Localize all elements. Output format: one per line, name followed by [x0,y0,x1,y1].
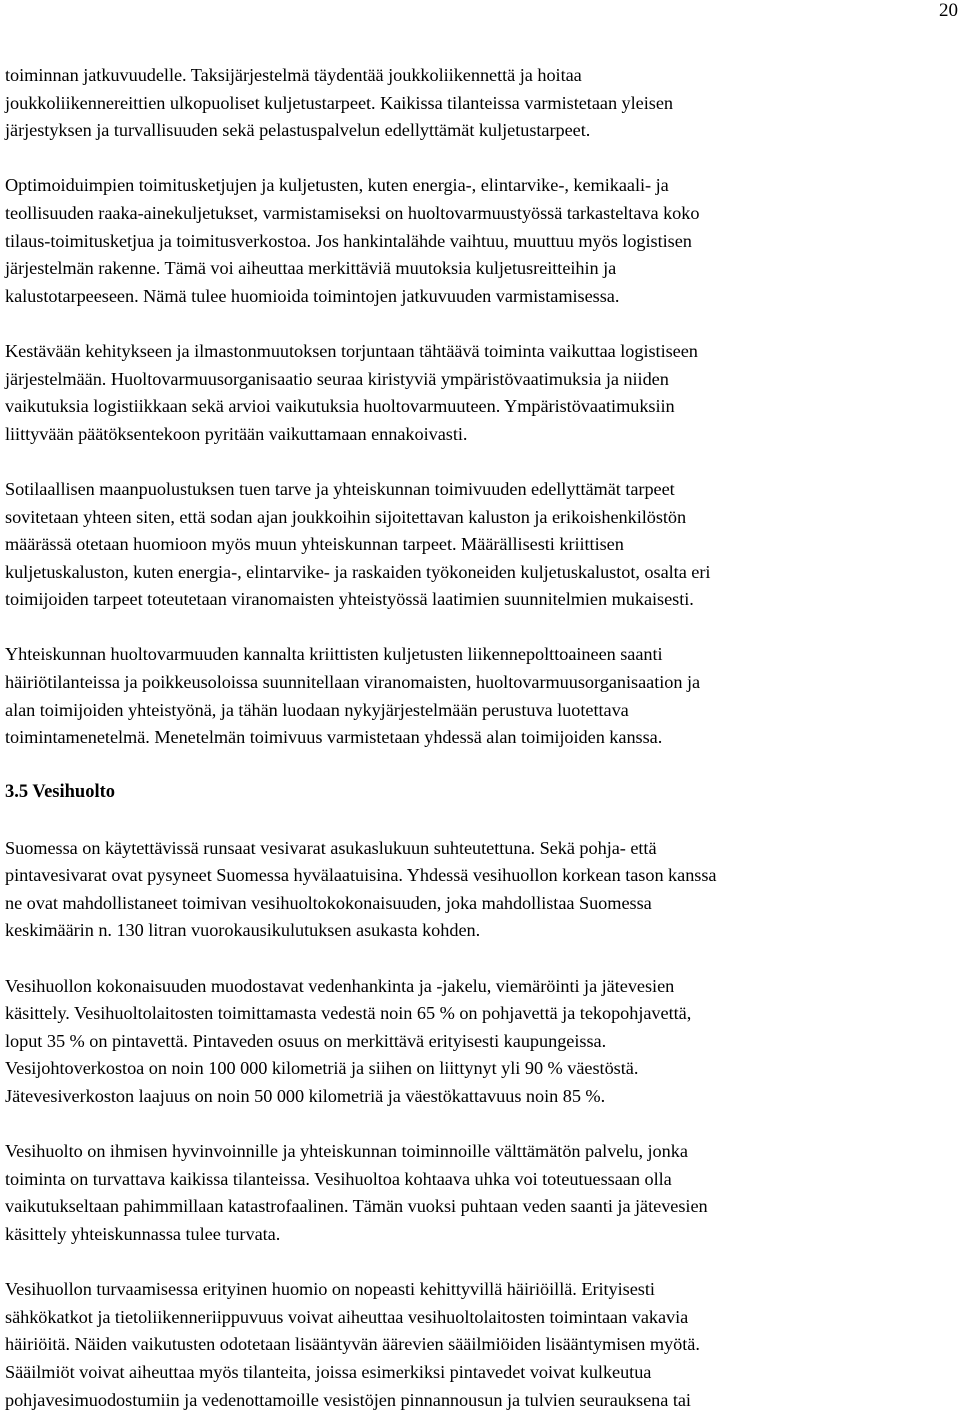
text-line: toiminta on turvattava kaikissa tilanteissa. Vesihuoltoa kohtaava uhka voi toteutuessaan olla [5,1166,955,1194]
paragraph-supply-chains [5,172,955,310]
text-line: käsittely yhteiskunnassa tulee turvata. [5,1221,955,1249]
paragraph-water-resources [5,835,955,945]
paragraph-transport-continuity [5,62,955,145]
text-line: Vesihuollon kokonaisuuden muodostavat vedenhankinta ja -jakelu, viemäröinti ja jätevesien [5,973,955,1001]
paragraph-water-importance [5,1138,955,1248]
text-line: järjestelmän rakenne. Tämä voi aiheuttaa merkittäviä muutoksia kuljetusreitteihin ja [5,255,955,283]
text-line: loput 35 % on pintavettä. Pintaveden osuus on merkittävä erityisesti kaupungeissa. [5,1028,955,1056]
paragraph-fuel-supply [5,641,955,751]
text-line: häiriötilanteissa ja poikkeusoloissa suunnitellaan viranomaisten, huoltovarmuusorganisaation ja [5,669,955,697]
text-line: järjestyksen ja turvallisuuden sekä pelastuspalvelun edellyttämät kuljetustarpeet. [5,117,955,145]
text-line: häiriöitä. Näiden vaikutusten odotetaan lisääntyvän äärevien sääilmiöiden lisääntymisen myötä. [5,1331,955,1359]
text-line: Sotilaallisen maanpuolustuksen tuen tarve ja yhteiskunnan toimivuuden edellyttämät tarpeet [5,476,955,504]
text-line: liittyvään päätöksentekoon pyritään vaikuttamaan ennakoivasti. [5,421,955,449]
text-line: Optimoiduimpien toimitusketjujen ja kuljetusten, kuten energia-, elintarvike-, kemikaali- ja [5,172,955,200]
text-line: Suomessa on käytettävissä runsaat vesivarat asukaslukuun suhteutettuna. Sekä pohja- että [5,835,955,863]
text-line: joukkoliikennereittien ulkopuoliset kuljetustarpeet. Kaikissa tilanteissa varmistetaan yleisen [5,90,955,118]
text-line: Kestävään kehitykseen ja ilmastonmuutoksen torjuntaan tähtäävä toiminta vaikuttaa logistiseen [5,338,955,366]
text-line: toiminnan jatkuvuudelle. Taksijärjestelmä täydentää joukkoliikennettä ja hoitaa [5,62,955,90]
text-line: vaikutuksia logistiikkaan sekä arvioi vaikutuksia huoltovarmuuteen. Ympäristövaatimuksiin [5,393,955,421]
text-line: keskimäärin n. 130 litran vuorokausikulutuksen asukasta kohden. [5,917,955,945]
paragraph-military-defence [5,476,955,614]
text-line: Vesihuollon turvaamisessa erityinen huomio on nopeasti kehittyvillä häiriöillä. Erityisesti [5,1276,955,1304]
text-line: toimijoiden tarpeet toteutetaan viranomaisten yhteistyössä laatimien suunnitelmien mukaisesti. [5,586,955,614]
text-line: Vesihuolto on ihmisen hyvinvoinnille ja yhteiskunnan toiminnoille välttämätön palvelu, jonka [5,1138,955,1166]
text-line: määrässä otetaan huomioon myös muun yhteiskunnan tarpeet. Määrällisesti kriittisen [5,531,955,559]
text-line: Vesijohtoverkostoa on noin 100 000 kilometriä ja siihen on liittynyt yli 90 % väestöstä. [5,1055,955,1083]
text-line: kuljetuskaluston, kuten energia-, elintarvike- ja raskaiden työkoneiden kuljetuskalustot, osalta eri [5,559,955,587]
text-line: sähkökatkot ja tietoliikenneriippuvuus voivat aiheuttaa vesihuoltolaitosten toimintaan vakavia [5,1304,955,1332]
text-line: vaikutukseltaan pahimmillaan katastrofaalinen. Tämän vuoksi puhtaan veden saanti ja jätevesien [5,1193,955,1221]
text-line: alan toimijoiden yhteistyönä, ja tähän luodaan nykyjärjestelmään perustuva luotettava [5,697,955,725]
text-line: tilaus-toimitusketjua ja toimitusverkostoa. Jos hankintalähde vaihtuu, muuttuu myös logistisen [5,228,955,256]
section-heading: 3.5 Vesihuolto [5,779,955,807]
page-number: 20 [939,0,958,22]
text-line: pohjavesimuodostumiin ja vedenottamoille vesistöjen pinnannousun ja tulvien seurauksena tai [5,1387,955,1414]
text-line: sovitetaan yhteen siten, että sodan ajan joukkoihin sijoitettavan kaluston ja erikoishenkilöstön [5,504,955,532]
document-body [5,62,955,1414]
text-line: ne ovat mahdollistaneet toimivan vesihuoltokokonaisuuden, joka mahdollistaa Suomessa [5,890,955,918]
text-line: Sääilmiöt voivat aiheuttaa myös tilanteita, joissa esimerkiksi pintavedet voivat kulkeutua [5,1359,955,1387]
text-line: Yhteiskunnan huoltovarmuuden kannalta kriittisten kuljetusten liikennepolttoaineen saanti [5,641,955,669]
text-line: Jätevesiverkoston laajuus on noin 50 000 kilometriä ja väestökattavuus noin 85 %. [5,1083,955,1111]
text-line: järjestelmään. Huoltovarmuusorganisaatio seuraa kiristyviä ympäristövaatimuksia ja niiden [5,366,955,394]
text-line: pintavesivarat ovat pysyneet Suomessa hyvälaatuisina. Yhdessä vesihuollon korkean tason kanssa [5,862,955,890]
paragraph-water-infrastructure [5,973,955,1111]
text-line: kalustotarpeeseen. Nämä tulee huomioida toimintojen jatkuvuuden varmistamisessa. [5,283,955,311]
text-line: käsittely. Vesihuoltolaitosten toimittamasta vedestä noin 65 % on pohjavettä ja tekopohjavettä, [5,1000,955,1028]
paragraph-sustainability [5,338,955,448]
paragraph-water-disruptions [5,1276,955,1414]
text-line: teollisuuden raaka-ainekuljetukset, varmistamiseksi on huoltovarmuustyössä tarkasteltava koko [5,200,955,228]
text-line: toimintamenetelmä. Menetelmän toimivuus varmistetaan yhdessä alan toimijoiden kanssa. [5,724,955,752]
